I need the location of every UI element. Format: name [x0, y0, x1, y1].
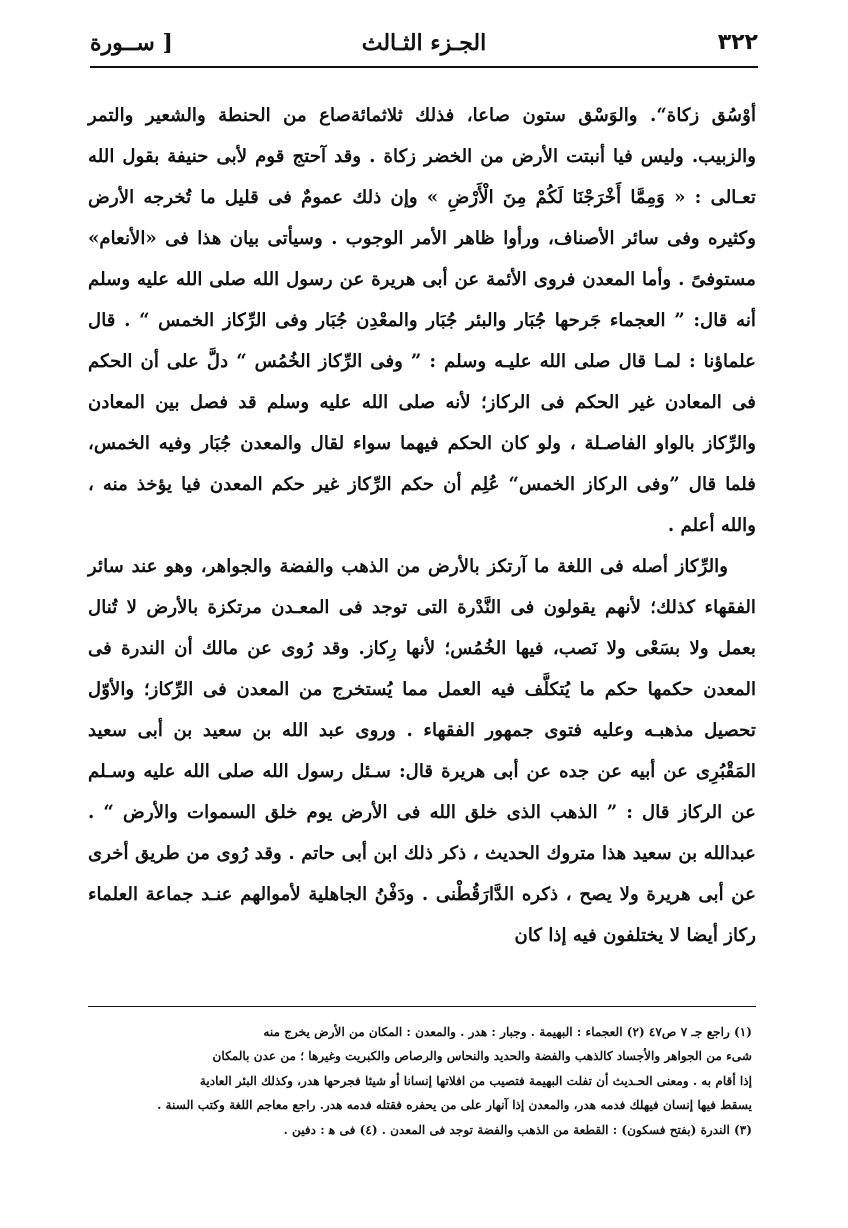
- footnote-line: إذا أقام به . ومعنى الحـديث أن تفلت البهيمة فتصيب من افلاتها إنسانا أو شيئا فجرحها هدر، وكذلك البئر العادية: [199, 1073, 752, 1088]
- footnote-rule: [88, 1006, 756, 1007]
- header-rule: [90, 66, 758, 68]
- part-title: الجـزء الثـالث: [361, 30, 487, 56]
- footnote-line: شىء من الجواهر والأجساد كالذهب والفضة والحديد والنحاس والرصاص والكبريت وغيرها ؛ من عدن بالمكان: [212, 1049, 752, 1064]
- footnote-line: (٣) الندرة (بفتح فسكون) : القطعة من الذهب والفضة توجد فى المعدن . (٤) فى ﻫ : دفين .: [283, 1122, 752, 1137]
- main-text: [88, 95, 756, 956]
- page-header: [90, 22, 758, 62]
- footnote-line: يسقط فيها إنسان فيهلك فدمه هدر، والمعدن إذا آنهار على من يحفره فقتله فدمه هدر. راجع معاجم اللغة وكتب السنة .: [157, 1098, 752, 1113]
- footnote-line: (١) راجع جـ ٧ ص٤٧ (٢) العجماء : البهيمة . وجبار : هدر . والمعدن : المكان من الأرض يخرج منه: [263, 1025, 752, 1039]
- paragraph: أوْسُق زكاة“. والوَسْق ستون صاعا، فذلك ثلاثمائةصاع من الحنطة والشعير والتمر والزبيب. وليس فيا أنبتت الأرض من الخضر زكاة . وقد آحتج قوم لأبى حنيفة بقول الله تعـالى : « وَمِمَّا أَخْرَجْنَا لَكُمْ مِنَ الْأَرْضِ » وإن ذلك عمومٌ فى قليل ما تُخرجه الأرض وكثيره وفى سائر الأصناف، ورأوا ظاهر الأمر الوجوب . وسيأتى بيان هذا فى «الأنعام» مستوفىً . وأما المعدن فروى الأئمة عن أبى هريرة عن رسول الله صلى الله عليه وسلم أنه قال: ” العجماء جَرحها جُبَار والبئر جُبَار والمعْدِن جُبَار وفى الرِّكاز الخمس “ . قال علماؤنا : لمـا قال صلى الله عليـه وسلم : ” وفى الرِّكاز الخُمُس “ دلَّ على أن الحكم فى المعادن غير الحكم فى الركاز؛ لأنه صلى الله عليه وسلم قد فصل بين المعادن والرِّكاز بالواو الفاصـلة ، ولو كان الحكم فيهما سواء لقال والمعدن جُبَار وفيه الخمس، فلما قال ”وفى الركاز الخمس“ عُلِم أن حكم الرِّكاز غير حكم المعدن فيا يؤخذ منه ، والله أعلم .: [88, 105, 756, 536]
- footnotes: [88, 1020, 752, 1142]
- paragraph: والرِّكاز أصله فى اللغة ما آرتكز بالأرض من الذهب والفضة والجواهر، وهو عند سائر الفقهاء كذلك؛ لأنهم يقولون فى النَّدْرة التى توجد فى المعـدن مرتكزة بالأرض لا تُنال بعمل ولا بسَعْى ولا نَصب، فيها الخُمُس؛ لأنها رِكاز. وقد رُوى عن مالك أن الندرة فى المعدن حكمها حكم ما يُتكلَّف فيه العمل مما يُستخرج من المعدن فى الرِّكاز؛ والأوّل تحصيل مذهبـه وعليه فتوى جمهور الفقهاء . وروى عبد الله بن سعيد بن أبى سعيد المَقْبُرِى عن أبيه عن جده عن أبى هريرة قال: سـئل رسول الله صلى الله عليه وسـلم عن الركاز قال : ” الذهب الذى خلق الله فى الأرض يوم خلق السموات والأرض “ . عبدالله بن سعيد هذا متروك الحديث ، ذكر ذلك ابن أبى حاتم . وقد رُوى من طريق أخرى عن أبى هريرة ولا يصح ، ذكره الدَّارَقُطْنى . ودَفْنُ الجاهلية لأموالهم عنـد جماعة العلماء ركاز أيضا لا يختلفون فيه إذا كان: [88, 556, 756, 946]
- page-number: ٣٢٢: [717, 30, 758, 55]
- surah-label: [ ســورة: [90, 30, 173, 56]
